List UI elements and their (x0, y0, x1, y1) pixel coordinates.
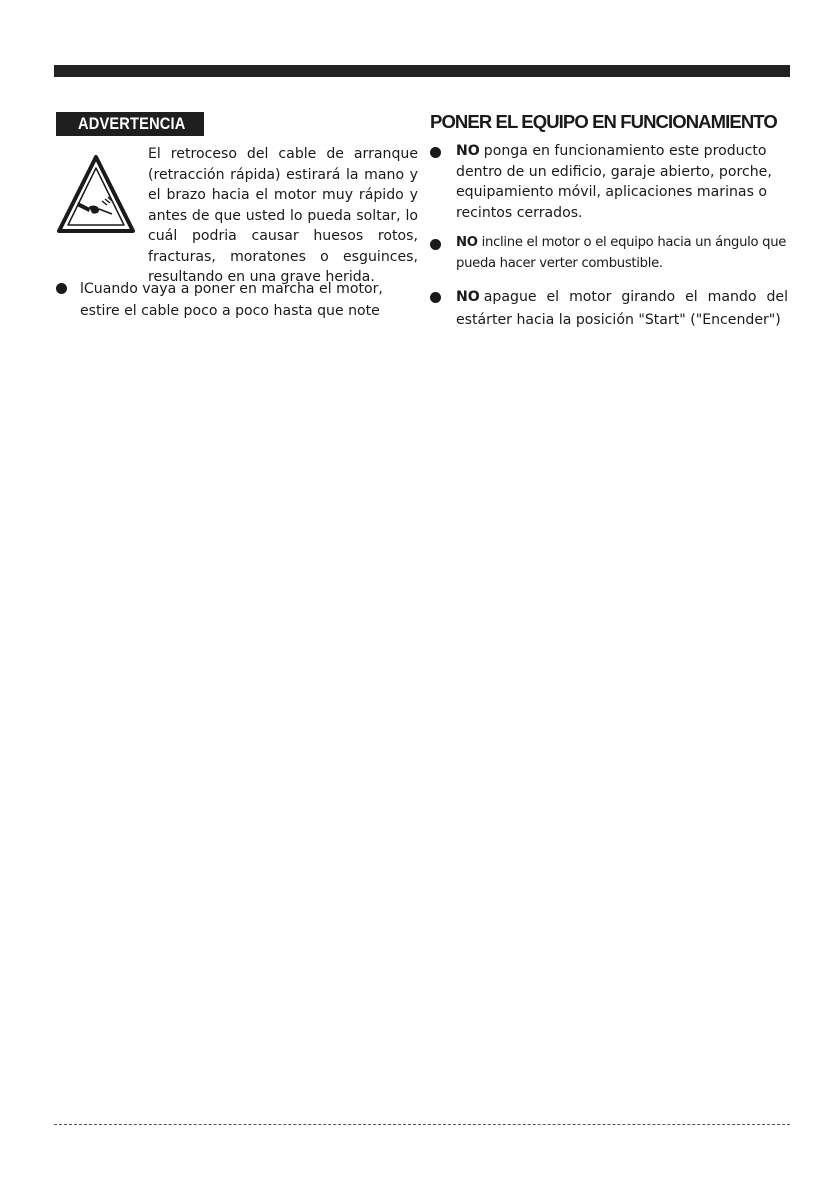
list-item-text (456, 233, 788, 274)
list-item-body: incline el motor o el equipo hacia un ángulo que pueda hacer verter combustible. (456, 235, 787, 271)
bullet-dot (56, 283, 67, 294)
list-item (430, 233, 792, 274)
list-item-emphasis: NO (456, 143, 480, 159)
list-item-emphasis: NO (456, 289, 480, 305)
warning-banner-label: ADVERTENCIA (78, 114, 186, 133)
warning-column (56, 112, 418, 319)
warning-text: El retroceso del cable de arranque (retracción rápida) estirará la mano y el brazo hacia el motor muy rápido y antes de que usted lo pueda soltar, lo cuál podria causar huesos rotos, fracturas, moratones o esguinces, resultando en una grave herida. (148, 146, 418, 285)
list-item-body: apague el motor girando el mando del estárter hacia la posición "Start" ("Encender") (456, 289, 788, 328)
footer-rule (54, 1124, 790, 1125)
bullet-dot (430, 239, 441, 250)
list-item-body: ponga en funcionamiento este producto dentro de un edificio, garaje abierto, porche, equipamiento móvil, aplicaciones marinas o recintos cerrados. (456, 143, 772, 221)
list-item-text (456, 141, 788, 223)
kickback-hazard-icon (56, 154, 136, 234)
list-item-text (456, 286, 788, 332)
warning-banner (56, 112, 204, 136)
warning-block (56, 144, 418, 285)
section-title: PONER EL EQUIPO EN FUNCIONAMIENTO (430, 111, 777, 132)
bullet-dot (430, 292, 441, 303)
list-item-emphasis: NO (456, 235, 478, 250)
header-rule (54, 65, 790, 77)
list-item (56, 278, 418, 322)
operation-column (430, 111, 792, 332)
warning-bullet-text: lCuando vaya a poner en marcha el motor, estire el cable poco a poco hasta que note (80, 281, 383, 319)
list-item (430, 141, 792, 223)
list-item (430, 286, 792, 332)
bullet-dot (430, 147, 441, 158)
